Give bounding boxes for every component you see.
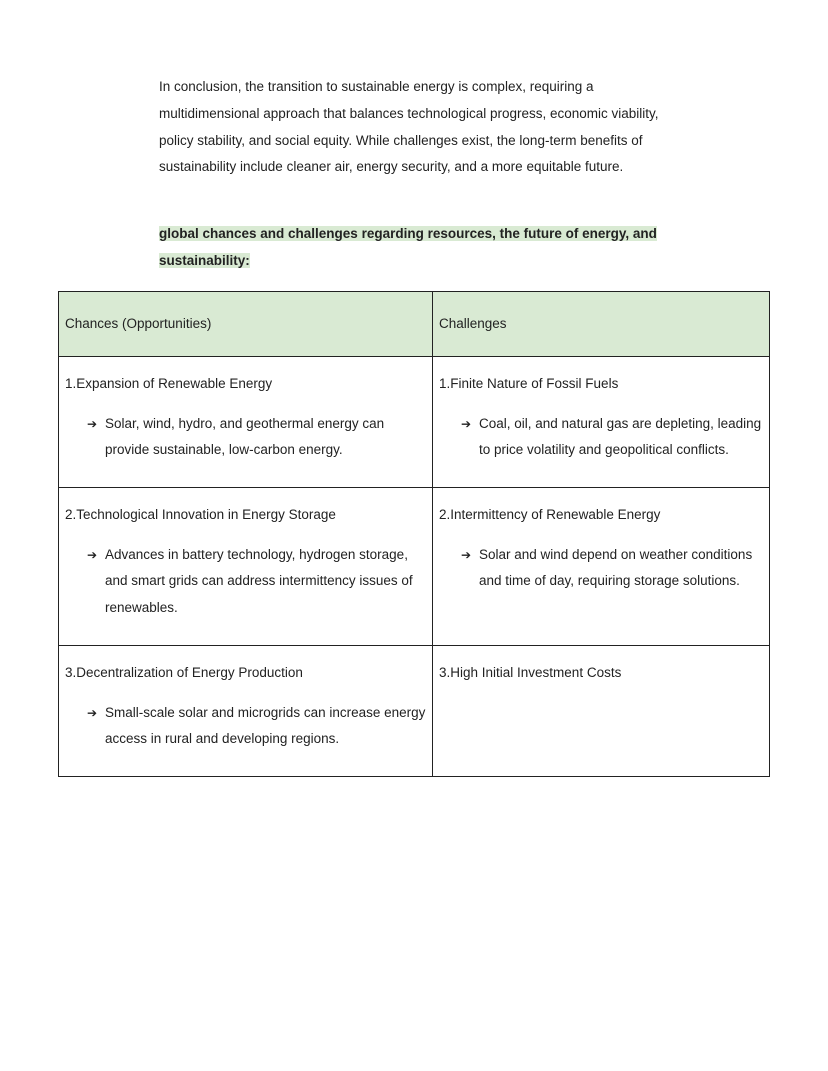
chance-title: 3.Decentralization of Energy Production [65, 665, 303, 680]
challenge-title: 2.Intermittency of Renewable Energy [439, 507, 661, 522]
chance-title: 2.Technological Innovation in Energy Storage [65, 507, 336, 522]
bullet-text: Small-scale solar and microgrids can increase energy access in rural and developing regions. [105, 704, 426, 746]
conclusion-paragraph: In conclusion, the transition to sustainable energy is complex, requiring a multidimensional approach that balances technological progress, economic viability, policy stability, and social equity. While challenges exist, the long-term benefits of sustainability include cleaner air, energy security, and a more equitable future. [159, 79, 659, 175]
challenge-cell [433, 646, 770, 777]
challenge-title: 1.Finite Nature of Fossil Fuels [439, 376, 619, 391]
table-row [59, 357, 770, 488]
bullet-item [65, 411, 426, 464]
table-row [59, 488, 770, 646]
arrow-icon: ➔ [461, 416, 472, 431]
section-heading [159, 221, 679, 274]
bullet-item [65, 700, 426, 753]
bullet-item [65, 542, 426, 622]
table-row [59, 646, 770, 777]
challenge-cell [433, 488, 770, 646]
header-chances: Chances (Opportunities) [59, 292, 433, 357]
bullet-text: Coal, oil, and natural gas are depleting, leading to price volatility and geopolitical conflicts. [479, 415, 762, 457]
bullet-item [439, 411, 763, 464]
header-challenges: Challenges [433, 292, 770, 357]
arrow-icon: ➔ [461, 547, 472, 562]
challenge-title: 3.High Initial Investment Costs [439, 665, 622, 680]
highlighted-heading-text: global chances and challenges regarding resources, the future of energy, and sustainability: [159, 226, 657, 268]
bullet-item [439, 542, 763, 595]
chance-cell [59, 646, 433, 777]
arrow-icon: ➔ [87, 705, 98, 720]
chance-title: 1.Expansion of Renewable Energy [65, 376, 273, 391]
chances-challenges-table [58, 291, 770, 777]
challenge-cell [433, 357, 770, 488]
chance-cell [59, 357, 433, 488]
bullet-text: Solar and wind depend on weather conditions and time of day, requiring storage solutions. [479, 546, 753, 588]
bullet-text: Solar, wind, hydro, and geothermal energy can provide sustainable, low-carbon energy. [105, 415, 385, 457]
arrow-icon: ➔ [87, 416, 98, 431]
table-header-row [59, 292, 770, 357]
chance-cell [59, 488, 433, 646]
arrow-icon: ➔ [87, 547, 98, 562]
bullet-text: Advances in battery technology, hydrogen storage, and smart grids can address intermittency issues of renewables. [105, 546, 413, 615]
